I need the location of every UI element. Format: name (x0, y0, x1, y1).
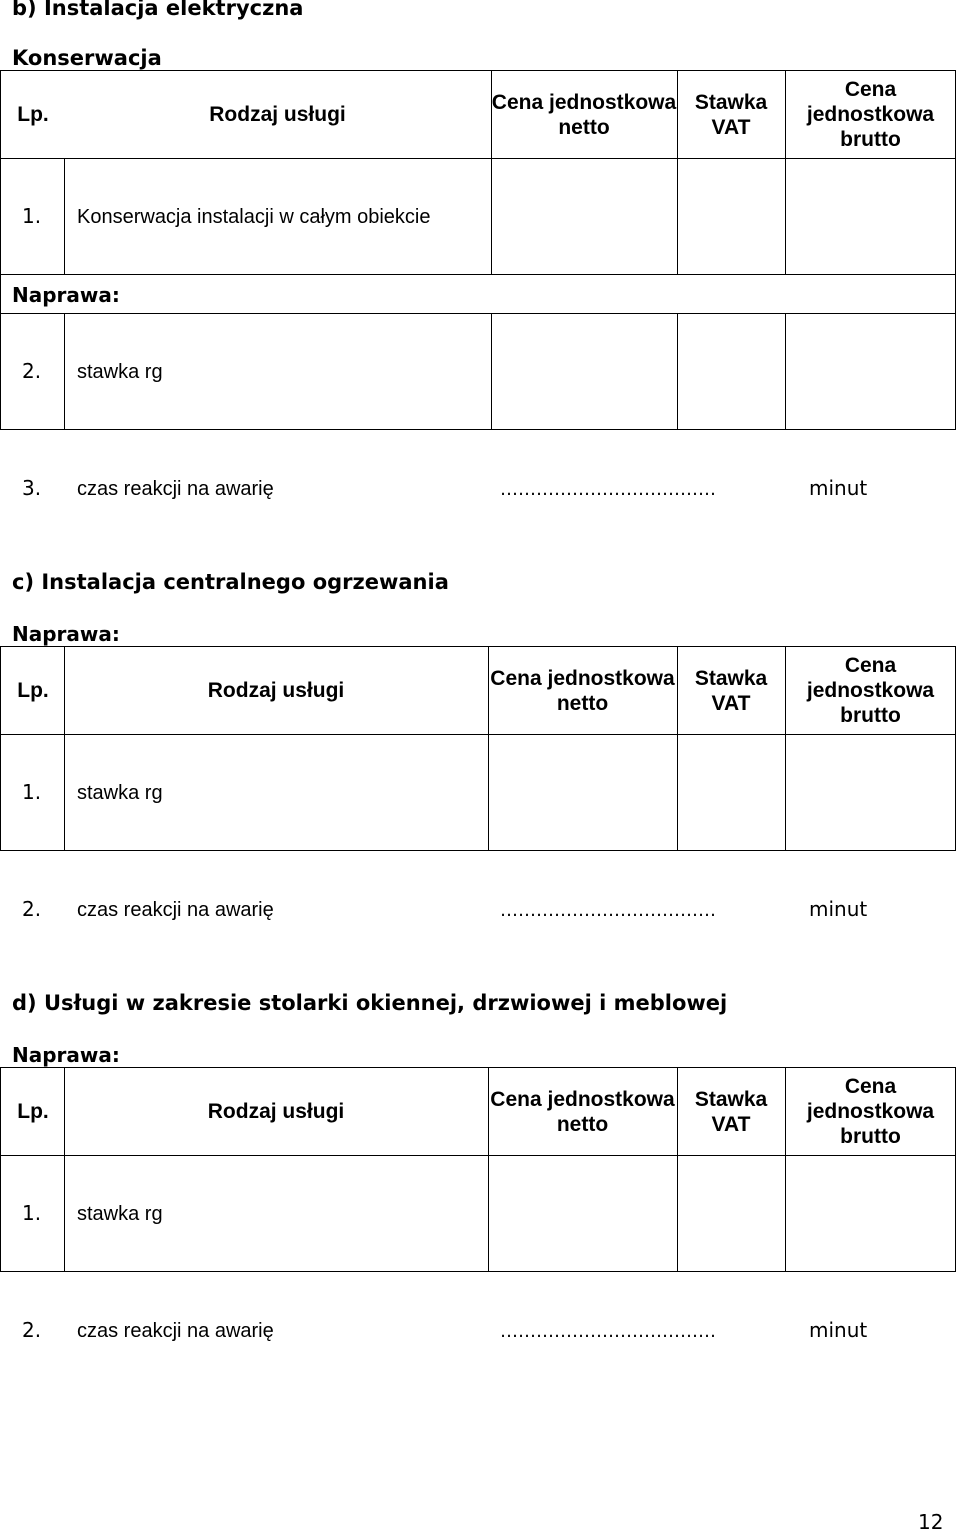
header-lp: Lp. (17, 103, 49, 126)
net-price-input[interactable] (489, 1156, 676, 1271)
section-c-title: c) Instalacja centralnego ogrzewania (12, 570, 449, 594)
naprawa-label: Naprawa: (12, 283, 120, 307)
header-service: Rodzaj usługi (209, 103, 346, 126)
row-number: 1. (22, 204, 42, 228)
service-name: czas reakcji na awarię (77, 1320, 274, 1342)
net-price-input[interactable] (492, 314, 676, 429)
row-number: 2. (22, 1318, 42, 1342)
vat-input[interactable] (678, 159, 784, 274)
vat-input[interactable] (678, 314, 784, 429)
header-net-price: Cena jednostkowa netto (490, 1087, 675, 1136)
unit-label: minut (809, 1318, 868, 1342)
header-vat: Stawka VAT (694, 90, 768, 139)
header-vat: Stawka VAT (694, 1087, 768, 1136)
header-net-price: Cena jednostkowa netto (490, 666, 675, 715)
response-time-field[interactable]: ……………………………… (500, 1321, 716, 1342)
header-gross-price: Cena jednostkowa brutto (806, 654, 935, 727)
header-gross-price: Cena jednostkowa brutto (806, 1075, 935, 1148)
net-price-input[interactable] (489, 735, 676, 850)
response-time-field[interactable]: ……………………………… (500, 900, 716, 921)
header-service: Rodzaj usługi (207, 679, 345, 702)
service-name: czas reakcji na awarię (77, 899, 274, 921)
unit-label: minut (809, 476, 868, 500)
response-time-field[interactable]: ……………………………… (500, 479, 716, 500)
naprawa-label: Naprawa: (12, 1043, 120, 1067)
unit-label: minut (809, 897, 868, 921)
header-service: Rodzaj usługi (207, 1100, 345, 1123)
row-number: 1. (22, 1201, 42, 1225)
service-name: stawka rg (77, 361, 163, 383)
naprawa-label: Naprawa: (12, 622, 120, 646)
row-number: 2. (22, 359, 42, 383)
row-number: 3. (22, 476, 42, 500)
header-lp: Lp. (17, 679, 49, 702)
header-vat: Stawka VAT (694, 666, 768, 715)
header-net-price: Cena jednostkowa netto (491, 90, 677, 139)
table-b-naprawa-row (0, 274, 956, 314)
page-number: 12 (918, 1510, 944, 1534)
row-number: 2. (22, 897, 42, 921)
service-name: stawka rg (77, 782, 163, 804)
gross-price-input[interactable] (786, 735, 955, 850)
service-name: czas reakcji na awarię (77, 478, 274, 500)
vat-input[interactable] (678, 735, 784, 850)
section-b-title: b) Instalacja elektryczna (12, 0, 304, 20)
section-d-title: d) Usługi w zakresie stolarki okiennej, drzwiowej i meblowej (12, 991, 728, 1015)
gross-price-input[interactable] (786, 314, 955, 429)
header-gross-price: Cena jednostkowa brutto (806, 78, 935, 151)
section-b-subtitle: Konserwacja (12, 46, 162, 70)
service-name: stawka rg (77, 1203, 163, 1225)
net-price-input[interactable] (492, 159, 676, 274)
gross-price-input[interactable] (786, 159, 955, 274)
row-number: 1. (22, 780, 42, 804)
header-lp: Lp. (17, 1100, 49, 1123)
gross-price-input[interactable] (786, 1156, 955, 1271)
vat-input[interactable] (678, 1156, 784, 1271)
service-name: Konserwacja instalacji w całym obiekcie (77, 206, 431, 228)
